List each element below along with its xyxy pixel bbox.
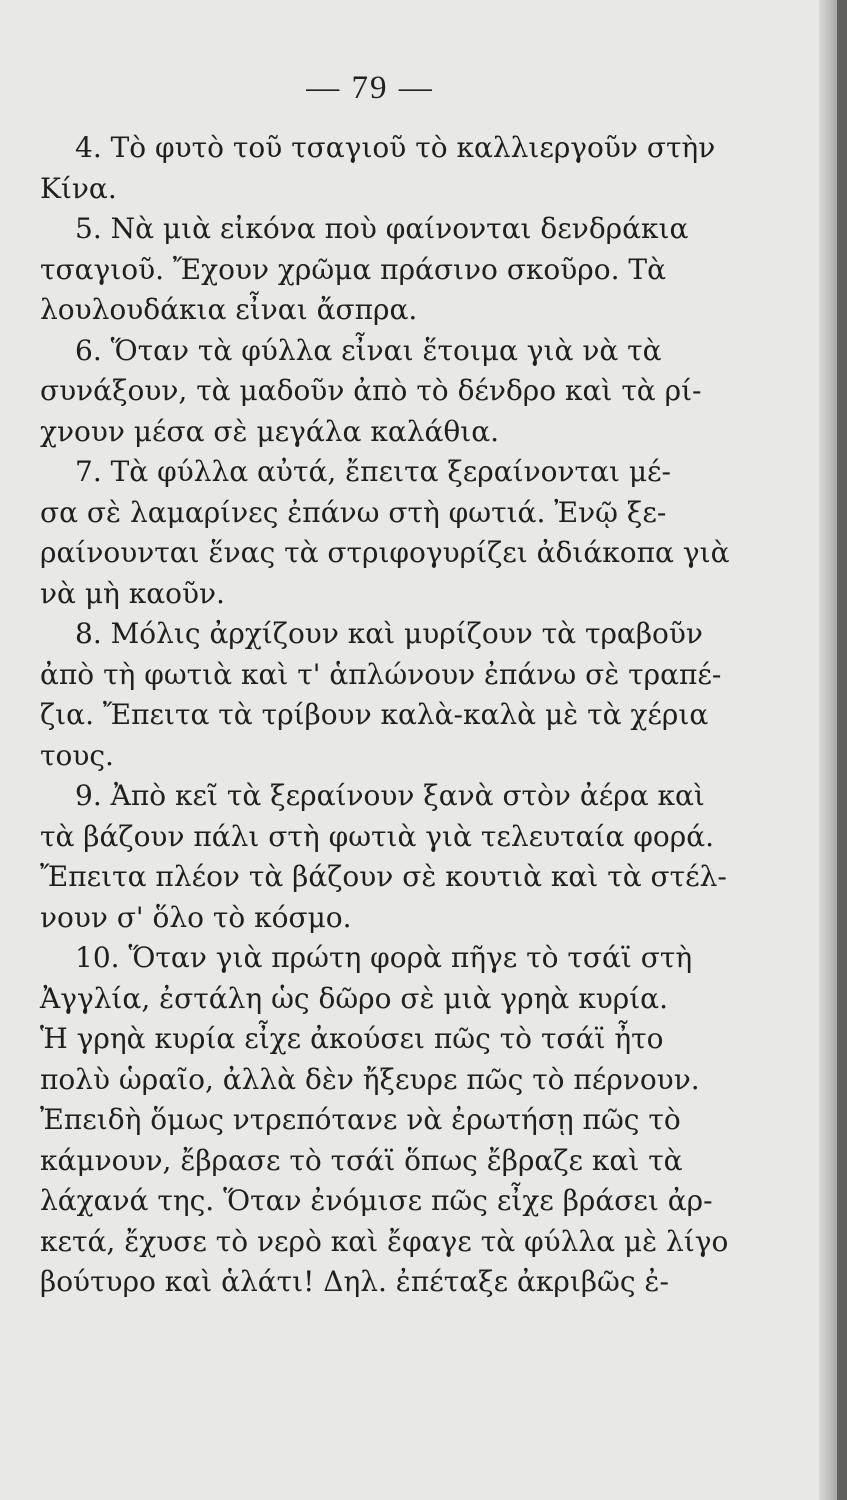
text-line: Ἡ γρηὰ κυρία εἶχε ἀκούσει πῶς τὸ τσάϊ ἦτο (40, 1022, 664, 1055)
text-line: 9. Ἀπὸ κεῖ τὰ ξεραίνουν ξανὰ στὸν ἀέρα καὶ (75, 779, 705, 812)
text-line: 8. Μόλις ἀρχίζουν καὶ μυρίζουν τὰ τραβοῦν (75, 617, 703, 650)
text-line: κάμνουν, ἔβρασε τὸ τσάϊ ὅπως ἔβραζε καὶ τὰ (40, 1143, 683, 1177)
text-line: τους. (40, 738, 114, 772)
text-line: Ἐπειδὴ ὅμως ντρεπότανε νὰ ἐρωτήσῃ πῶς τὸ (40, 1103, 681, 1136)
text-line: 5. Νὰ μιὰ εἰκόνα ποὺ φαίνονται δενδράκια (75, 212, 689, 245)
page-spine-shadow (837, 0, 847, 1500)
text-line: σα σὲ λαμαρίνες ἐπάνω στὴ φωτιά. Ἐνῷ ξε- (40, 495, 667, 529)
text-line: λουλουδάκια εἶναι ἄσπρα. (40, 293, 418, 326)
text-line: τὰ βάζουν πάλι στὴ φωτιὰ γιὰ τελευταία φορά. (40, 819, 715, 853)
paragraph-9 (40, 776, 734, 938)
text-line: τσαγιοῦ. Ἔχουν χρῶμα πράσινο σκοῦρο. Τὰ (40, 252, 667, 286)
text-line: 4. Τὸ φυτὸ τοῦ τσαγιοῦ τὸ καλλιεργοῦν στὴν (75, 131, 716, 164)
paragraph-5 (40, 209, 734, 331)
text-line: ἀπὸ τὴ φωτιὰ καὶ τ' ἁπλώνουν ἐπάνω σὲ τραπέ- (40, 657, 722, 691)
text-line: βούτυρο καὶ ἁλάτι! Δηλ. ἐπέταξε ἀκριβῶς ἐ- (40, 1265, 669, 1298)
text-line: νουν σ' ὅλο τὸ κόσμο. (40, 900, 352, 934)
text-line: νὰ μὴ καοῦν. (40, 576, 225, 610)
text-line: 6. Ὅταν τὰ φύλλα εἶναι ἕτοιμα γιὰ νὰ τὰ (75, 333, 662, 367)
text-line: πολὺ ὡραῖο, ἀλλὰ δὲν ἤξευρε πῶς τὸ πέρνουν. (40, 1062, 700, 1096)
text-line: κετά, ἔχυσε τὸ νερὸ καὶ ἔφαγε τὰ φύλλα μὲ λίγο (40, 1224, 729, 1258)
paragraph-7 (40, 452, 734, 614)
text-line: Ἀγγλία, ἐστάλη ὡς δῶρο σὲ μιὰ γρηὰ κυρία. (40, 981, 668, 1015)
page-number: — 79 — (306, 70, 434, 106)
text-line: 7. Τὰ φύλλα αὐτά, ἔπειτα ξεραίνονται μέ- (75, 455, 671, 488)
text-line: χνουν μέσα σὲ μεγάλα καλάθια. (40, 414, 500, 448)
paragraph-4 (40, 128, 734, 209)
paragraph-6 (40, 331, 734, 453)
text-line: λάχανά της. Ὅταν ἐνόμισε πῶς εἶχε βράσει ἀρ- (40, 1184, 713, 1217)
body-text (40, 128, 734, 1303)
paragraph-10 (40, 938, 734, 1303)
text-line: 10. Ὅταν γιὰ πρώτη φορὰ πῆγε τὸ τσάϊ στὴ (75, 941, 693, 974)
text-line: ραίνουνται ἕνας τὰ στριφογυρίζει ἀδιάκοπα γιὰ (40, 536, 730, 569)
text-line: ζια. Ἔπειτα τὰ τρίβουν καλὰ-καλὰ μὲ τὰ χέρια (40, 698, 709, 731)
text-line: Κίνα. (40, 171, 117, 205)
text-line: συνάξουν, τὰ μαδοῦν ἀπὸ τὸ δένδρο καὶ τὰ ρί- (40, 374, 702, 407)
text-line: Ἔπειτα πλέον τὰ βάζουν σὲ κουτιὰ καὶ τὰ στέλ- (40, 860, 727, 893)
paragraph-8 (40, 614, 734, 776)
